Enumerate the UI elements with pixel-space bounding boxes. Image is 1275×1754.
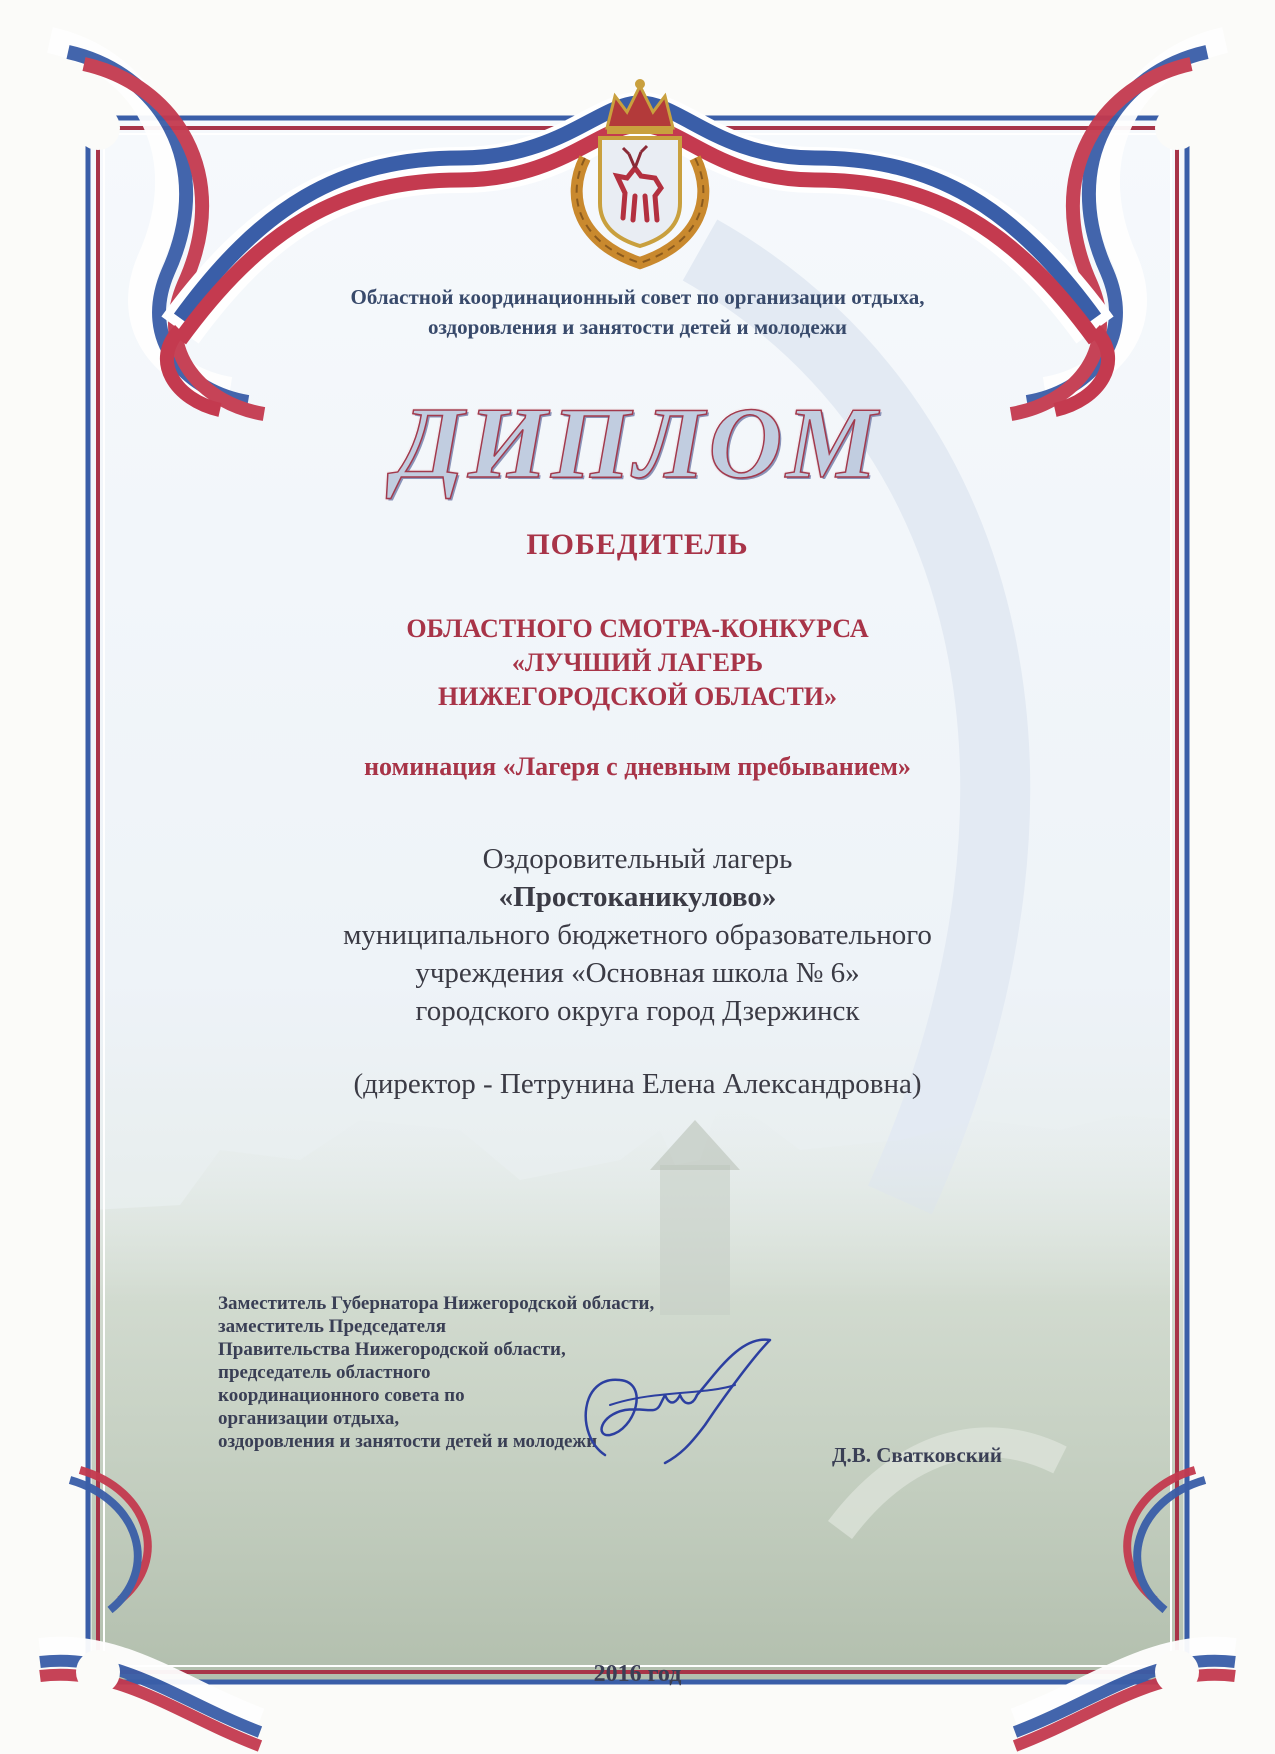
- contest-line-2: «ЛУЧШИЙ ЛАГЕРЬ: [511, 648, 764, 677]
- director-line: (директор - Петрунина Елена Александровна): [353, 1068, 922, 1100]
- signer-title-line-6: организации отдыха,: [218, 1408, 400, 1429]
- signer-title-line-2: заместитель Председателя: [218, 1316, 446, 1337]
- issue-year: 2016 год: [593, 1661, 682, 1687]
- council-name: [0, 282, 1275, 342]
- signer-title-line-7: оздоровления и занятости детей и молодежи: [218, 1431, 598, 1452]
- signer-title-line-4: председатель областного: [218, 1362, 431, 1383]
- signer-name: Д.В. Сватковский: [832, 1443, 1002, 1467]
- council-line-2: оздоровления и занятости детей и молодежи: [427, 315, 848, 339]
- recipient-block: [0, 840, 1275, 1030]
- contest-line-1: ОБЛАСТНОГО СМОТРА-КОНКУРСА: [406, 614, 869, 643]
- contest-line-3: НИЖЕГОРОДСКОЙ ОБЛАСТИ»: [437, 682, 838, 711]
- recipient-line-4: учреждения «Основная школа № 6»: [415, 957, 860, 989]
- winner-heading: ПОБЕДИТЕЛЬ: [526, 528, 749, 561]
- nomination: номинация «Лагеря с дневным пребыванием»: [364, 752, 911, 781]
- council-line-1: Областной координационный совет по организации отдыха,: [350, 285, 925, 309]
- contest-name: [0, 612, 1275, 714]
- recipient-line-3: муниципального бюджетного образовательного: [343, 919, 932, 951]
- signer-title-line-3: Правительства Нижегородской области,: [218, 1339, 566, 1360]
- camp-name: «Простоканикулово»: [498, 881, 777, 913]
- signer-title-line-5: координационного совета по: [218, 1385, 465, 1406]
- recipient-line-5: городского округа город Дзержинск: [415, 995, 860, 1027]
- recipient-line-1: Оздоровительный лагерь: [482, 843, 793, 875]
- signer-title-line-1: Заместитель Губернатора Нижегородской области,: [218, 1293, 655, 1314]
- handwritten-signature-icon: [565, 1335, 785, 1475]
- diploma-title: ДИПЛОМ: [394, 387, 881, 500]
- nizhny-novgorod-coat-of-arms-icon: [545, 68, 735, 278]
